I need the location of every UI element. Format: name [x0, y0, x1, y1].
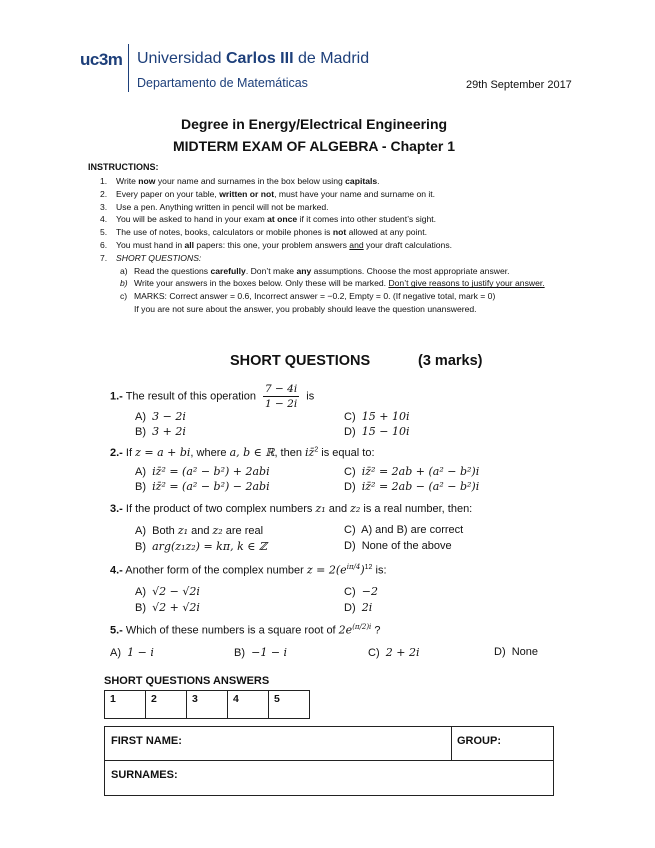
- answers-heading: SHORT QUESTIONS ANSWERS: [104, 675, 270, 687]
- fraction: $\frac{7 - 4i}{1 - 2i}$: [265, 383, 298, 410]
- exam-title: MIDTERM EXAM OF ALGEBRA - Chapter 1: [172, 138, 456, 154]
- uc3m-logo: uc3m: [80, 50, 123, 69]
- exam-date: 29th September 2017: [466, 79, 572, 91]
- question-5: 5.- Which of these numbers is a square root of $2e^{(\pi/2)i}$ ?: [110, 623, 381, 637]
- instruction-item: 4. You will be asked to hand in your exam at once if it comes into other student’s sight.: [100, 214, 437, 225]
- university-name: Universidad Carlos III de Madrid: [137, 50, 370, 67]
- q5-option-b: B) −1 − i: [234, 646, 288, 659]
- short-questions-title: SHORT QUESTIONS: [230, 353, 371, 369]
- group-field[interactable]: GROUP:: [457, 735, 501, 747]
- q4-option-d: D) 2i: [344, 601, 373, 614]
- q3-option-a: A) Both z₁ and z₂ are real: [135, 524, 264, 537]
- question-4: 4.- Another form of the complex number $z = 2(e^{i\pi/4})^{12}$ is:: [110, 563, 387, 577]
- first-name-field[interactable]: FIRST NAME:: [111, 735, 182, 747]
- instruction-item: 3. Use a pen. Anything written in pencil will not be marked.: [100, 201, 329, 212]
- logo-divider: [128, 44, 129, 92]
- answer-box-1[interactable]: 1: [105, 691, 146, 719]
- instruction-subitem: a) Read the questions carefully. Don’t make any assumptions. Choose the most appropriate answer.: [120, 265, 510, 276]
- q2-option-b: B) iz̄² = (a² − b²) − 2abi: [135, 480, 270, 493]
- instruction-item: 6. You must hand in all papers: this one, your problem answers and your draft calculations.: [100, 239, 453, 250]
- answer-box-4[interactable]: 4: [228, 691, 269, 719]
- q3-option-c: C) A) and B) are correct: [344, 524, 464, 536]
- short-questions-instructions: [116, 265, 545, 316]
- answer-box-3[interactable]: 3: [187, 691, 228, 719]
- info-divider-vertical: [451, 727, 452, 760]
- q4-option-b: B) √2 + √2i: [135, 601, 200, 614]
- answer-box-5[interactable]: 5: [269, 691, 310, 719]
- answers-table: [104, 690, 310, 719]
- q3-option-b: B) arg(z₁z₂) = kπ, k ∈ ℤ: [135, 540, 267, 553]
- q1-option-c: C) 15 + 10i: [344, 410, 410, 423]
- info-divider: [105, 760, 553, 761]
- q2-option-d: D) iz̄² = 2ab − (a² − b²)i: [344, 480, 480, 493]
- question-3: 3.- If the product of two complex numbers z₁ and z₂ is a real number, then:: [110, 502, 473, 515]
- student-info-box: [104, 726, 554, 796]
- instructions-list: [100, 175, 545, 316]
- question-1: 1.- The result of this operation $\frac{7 - 4i}{1 - 2i}$ is: [110, 383, 315, 410]
- answer-box-2[interactable]: 2: [146, 691, 187, 719]
- q3-option-d: D) None of the above: [344, 540, 452, 552]
- q1-option-d: D) 15 − 10i: [344, 425, 410, 438]
- short-questions-marks: (3 marks): [418, 353, 483, 369]
- department-name: Departamento de Matemáticas: [137, 76, 308, 90]
- q4-option-a: A) √2 − √2i: [135, 585, 200, 598]
- degree-title: Degree in Energy/Electrical Engineering: [180, 116, 448, 132]
- instruction-item: 1. Write now your name and surnames in the box below using capitals.: [100, 176, 380, 186]
- q2-option-c: C) iz̄² = 2ab + (a² − b²)i: [344, 465, 480, 478]
- instruction-item: 2. Every paper on your table, written or not, must have your name and surname on it.: [100, 188, 436, 199]
- instruction-item: 7. SHORT QUESTIONS: a) Read the questions carefully. Don’t make any assumptions. Choose the most appropriate answer. b) Write your answers in the boxes below. Only these will be marked. Don’t give reasons to justify your answer. c) MARKS: Correct answer = 0.6, Incorrect answer = −0.2, Empty = 0. (If negative total, mark = 0) If you are not sure about the answer, you probably should leave the question unanswered.: [100, 252, 545, 314]
- q5-option-a: A) 1 − i: [110, 646, 154, 659]
- instruction-item: 5. The use of notes, books, calculators or mobile phones is not allowed at any point.: [100, 227, 427, 238]
- question-2: 2.- If z = a + bi, where a, b ∈ ℝ, then iz̄$^2$ is equal to:: [110, 446, 375, 459]
- instruction-subitem: b) Write your answers in the boxes below. Only these will be marked. Don’t give reasons to justify your answer.: [120, 278, 545, 289]
- q4-option-c: C) −2: [344, 585, 378, 598]
- q2-option-a: A) iz̄² = (a² − b²) + 2abi: [135, 465, 270, 478]
- surnames-field[interactable]: SURNAMES:: [111, 769, 178, 781]
- q1-option-b: B) 3 + 2i: [135, 425, 186, 438]
- q1-option-a: A) 3 − 2i: [135, 410, 186, 423]
- q5-option-c: C) 2 + 2i: [368, 646, 420, 659]
- q5-option-d: D) None: [494, 646, 539, 658]
- instructions-heading: INSTRUCTIONS:: [88, 162, 159, 172]
- instruction-subitem: c) MARKS: Correct answer = 0.6, Incorrect answer = −0.2, Empty = 0. (If negative total, mark = 0) If you are not sure about the answer, you probably should leave the question unanswered.: [120, 291, 496, 314]
